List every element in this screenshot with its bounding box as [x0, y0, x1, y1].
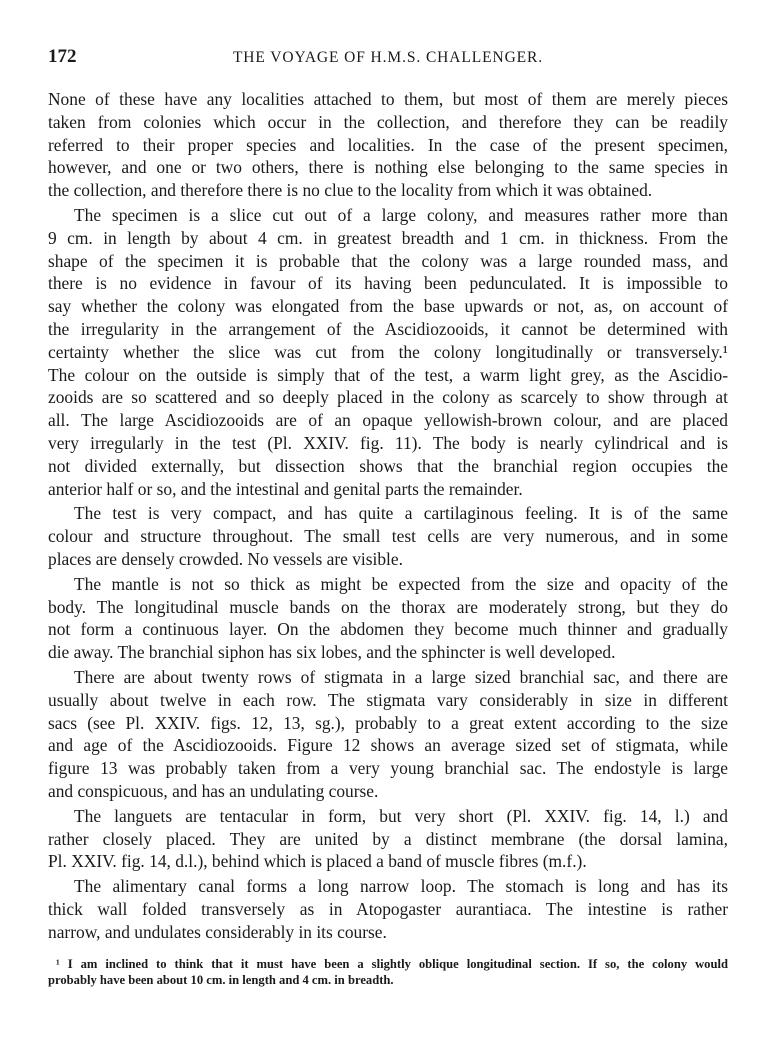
body-line: The mantle is not so thick as might be expected from the size and opacity of the: [74, 573, 728, 594]
footnote-line: probably have been about 10 cm. in length and 4 cm. in breadth.: [48, 973, 394, 987]
body-line: The languets are tentacular in form, but very short (Pl. XXIV. fig. 14, l.) and: [74, 805, 728, 826]
body-line: there is no evidence in favour of its having been pedunculated. It is impossible to: [48, 273, 728, 294]
footnote: [48, 956, 728, 988]
body-line: body. The longitudinal muscle bands on the thorax are moderately strong, but they do: [48, 596, 728, 617]
body-line: The specimen is a slice cut out of a large colony, and measures rather more than: [74, 204, 728, 225]
body-line: figure 13 was probably taken from a very young branchial sac. The endostyle is large: [48, 758, 728, 779]
body-line: the collection, and therefore there is no clue to the locality from which it was obtained.: [48, 180, 653, 201]
body-line: taken from colonies which occur in the collection, and therefore they can be readily: [48, 111, 728, 132]
body-line: thick wall folded transversely as in Atopogaster aurantiaca. The intestine is rather: [48, 898, 728, 919]
body-line: usually about twelve in each row. The stigmata vary considerably in size in different: [48, 689, 728, 710]
body-line: not divided externally, but dissection shows that the branchial region occupies the: [48, 455, 728, 476]
body-line: 9 cm. in length by about 4 cm. in greatest breadth and 1 cm. in thickness. From the: [48, 227, 728, 248]
body-text: [48, 88, 728, 943]
body-line: shape of the specimen it is probable that the colony was a large rounded mass, and: [48, 250, 728, 271]
page-number: 172: [48, 46, 77, 67]
body-line: narrow, and undulates considerably in its course.: [48, 921, 387, 942]
body-line: very irregularly in the test (Pl. XXIV. fig. 11). The body is nearly cylindrical and is: [48, 432, 728, 453]
page-header: [48, 46, 728, 70]
body-line: sacs (see Pl. XXIV. figs. 12, 13, sg.), probably to a great extent according to the size: [48, 712, 728, 733]
body-line: however, and one or two others, there is nothing else belonging to the same species in: [48, 157, 728, 178]
body-line: places are densely crowded. No vessels are visible.: [48, 548, 403, 569]
body-line: and conspicuous, and has an undulating course.: [48, 780, 379, 801]
body-line: The test is very compact, and has quite a cartilaginous feeling. It is of the same: [74, 503, 728, 524]
body-line: There are about twenty rows of stigmata in a large sized branchial sac, and there are: [74, 666, 728, 687]
footnote-line: ¹ I am inclined to think that it must have been a slightly oblique longitudinal section. If so, the colony would: [56, 957, 728, 971]
body-line: colour and structure throughout. The small test cells are very numerous, and in some: [48, 526, 728, 547]
body-line: rather closely placed. They are united by a distinct membrane (the dorsal lamina,: [48, 828, 728, 849]
body-line: not form a continuous layer. On the abdomen they become much thinner and gradually: [48, 619, 728, 640]
body-line: the irregularity in the arrangement of the Ascidiozooids, it cannot be determined with: [48, 318, 728, 339]
body-line: die away. The branchial siphon has six lobes, and the sphincter is well developed.: [48, 642, 616, 663]
body-line: say whether the colony was elongated from the base upwards or not, as, on account of: [48, 296, 728, 317]
running-title: THE VOYAGE OF H.M.S. CHALLENGER.: [232, 49, 544, 66]
body-line: None of these have any localities attached to them, but most of them are merely pieces: [48, 89, 728, 109]
body-line: anterior half or so, and the intestinal and genital parts the remainder.: [48, 478, 523, 499]
body-line: all. The large Ascidiozooids are of an opaque yellowish-brown colour, and are placed: [48, 410, 728, 431]
body-line: Pl. XXIV. fig. 14, d.l.), behind which is placed a band of muscle fibres (m.f.).: [48, 851, 587, 872]
body-line: zooids are so scattered and so deeply placed in the colony as scarcely to show through at: [48, 387, 728, 408]
body-line: The alimentary canal forms a long narrow loop. The stomach is long and has its: [74, 876, 728, 897]
body-line: certainty whether the slice was cut from the colony longitudinally or transversely.¹: [48, 341, 728, 362]
body-line: and age of the Ascidiozooids. Figure 12 shows an average sized set of stigmata, while: [48, 735, 728, 756]
body-line: referred to their proper species and localities. In the case of the present specimen,: [48, 134, 728, 155]
body-line: The colour on the outside is simply that of the test, a warm light grey, as the Ascidio-: [48, 364, 728, 385]
